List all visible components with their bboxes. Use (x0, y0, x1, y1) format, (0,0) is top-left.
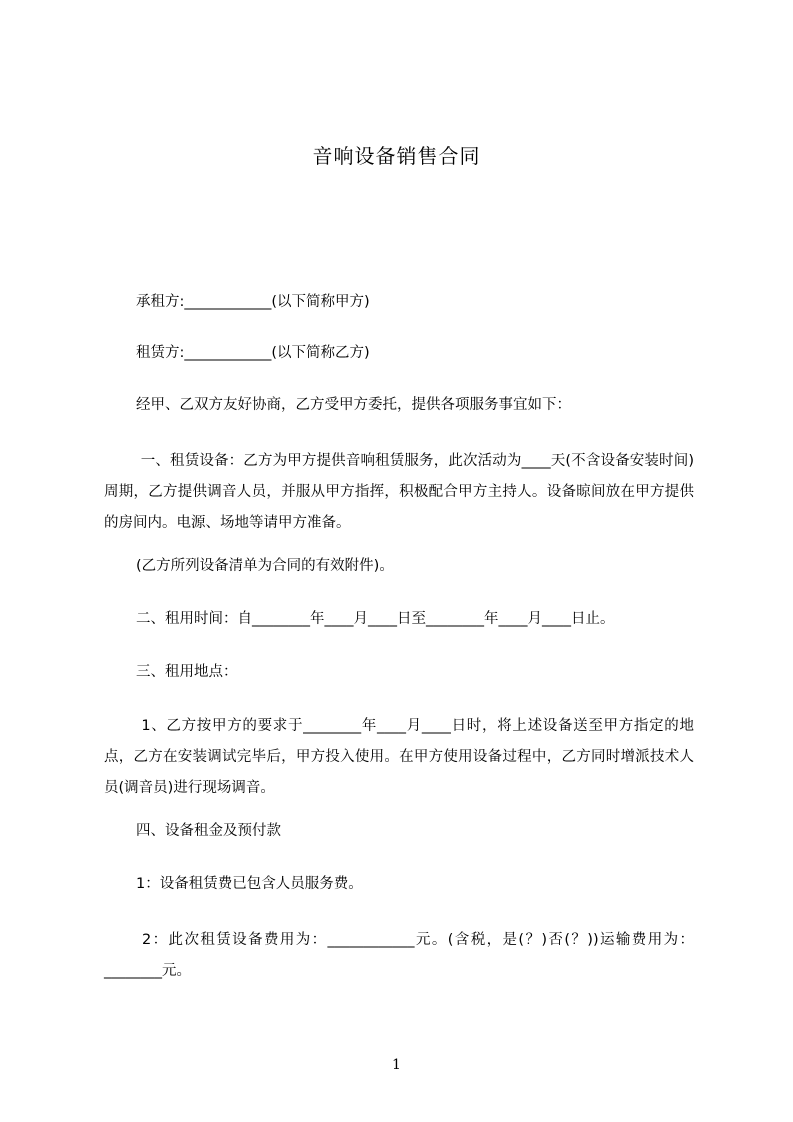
clause-4-heading: 四、设备租金及预付款 (136, 823, 281, 839)
clause-4-item-2: 2：此次租赁设备费用为：____________元。(含税，是(？)否(？))运输费用为：________元。 (104, 932, 694, 979)
clause-1-paragraph: 一、租赁设备：乙方为甲方提供音响租赁服务，此次活动为____天(不含设备安装时间)周期，乙方提供调音人员，并服从甲方指挥，积极配合甲方主持人。设备晾间放在甲方提供的房间内。电源、场地等请甲方准备。 (104, 453, 695, 531)
clause-4-item-1: 1：设备租赁费已包含人员服务费。 (136, 876, 363, 892)
lessor-line: 租赁方:____________(以下简称乙方) (136, 345, 370, 361)
clause-3-heading: 三、租用地点： (136, 664, 238, 680)
clause-1-note: (乙方所列设备清单为合同的有效附件)。 (136, 558, 394, 574)
page-number: 1 (392, 1057, 401, 1073)
lessee-line: 承租方:____________(以下简称甲方) (136, 294, 370, 310)
document-title: 音响设备销售合同 (312, 144, 481, 168)
clause-2-paragraph: 二、租用时间：自________年____月____日至________年____月____日止。 (136, 611, 615, 627)
intro-paragraph: 经甲、乙双方友好协商，乙方受甲方委托，提供各项服务事宜如下： (136, 397, 571, 413)
clause-3-item-1: 1、乙方按甲方的要求于________年____月____日时，将上述设备送至甲方指定的地点，乙方在安装调试完毕后，甲方投入使用。在甲方使用设备过程中，乙方同时增派技术人员(调音员)进行现场调音。 (104, 718, 694, 796)
